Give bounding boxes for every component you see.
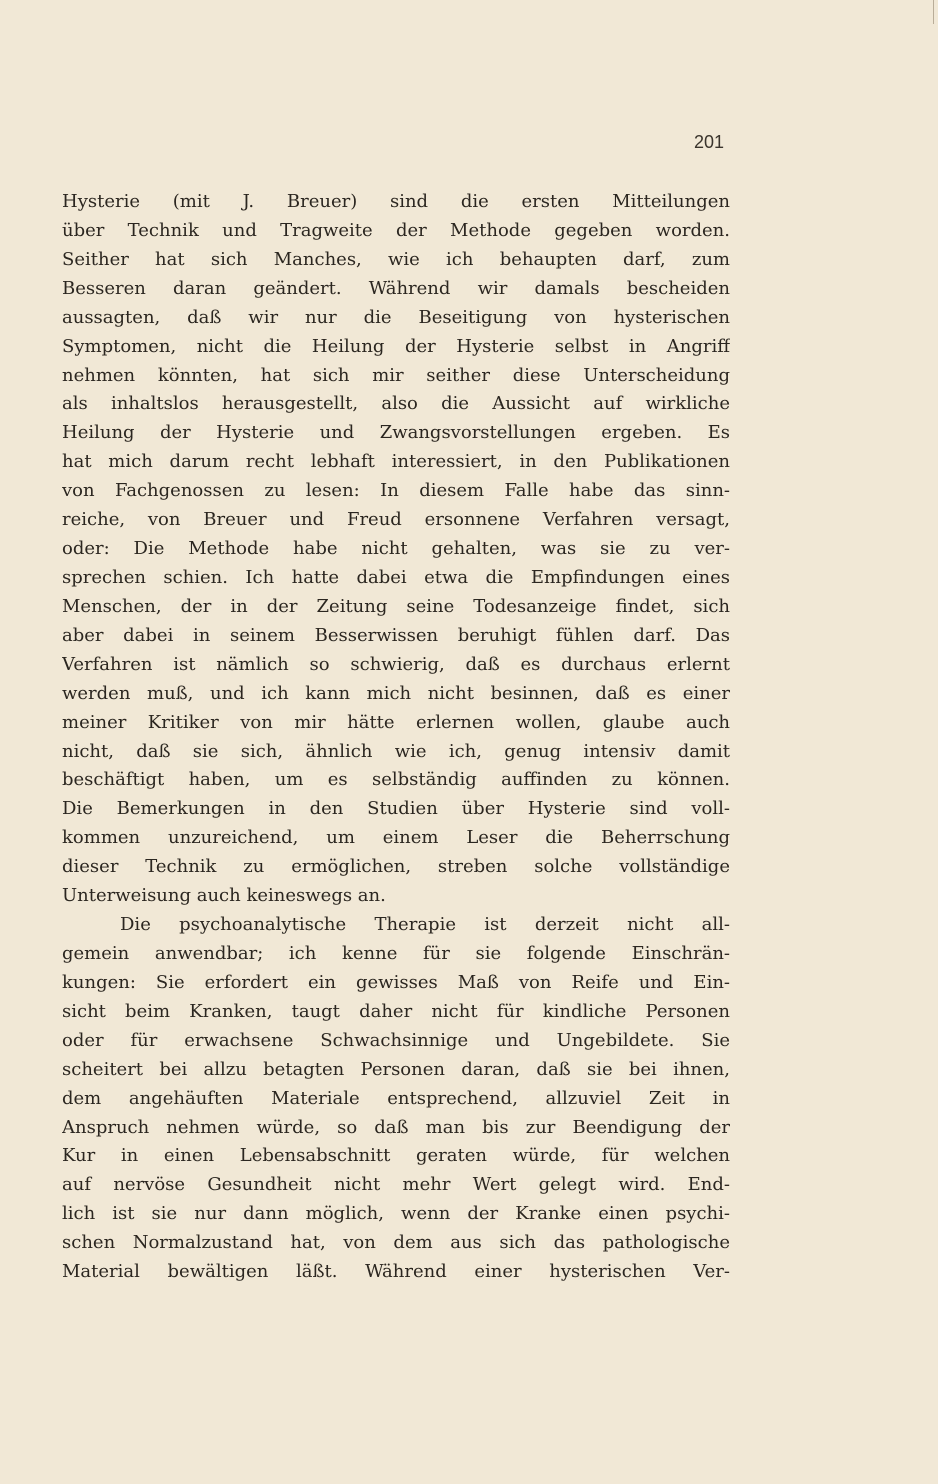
- text-line: werden muß, und ich kann mich nicht besinnen, daß es einer: [62, 682, 730, 704]
- text-line: nicht, daß sie sich, ähnlich wie ich, genug intensiv damit: [62, 740, 730, 762]
- page-edge-mark: [933, 0, 934, 24]
- text-line: oder: Die Methode habe nicht gehalten, was sie zu ver-: [62, 538, 730, 560]
- text-line: meiner Kritiker von mir hätte erlernen wollen, glaube auch: [62, 711, 730, 733]
- text-line: aber dabei in seinem Besserwissen beruhigt fühlen darf. Das: [62, 624, 730, 646]
- text-line: hat mich darum recht lebhaft interessiert, in den Publikationen: [62, 451, 730, 473]
- text-line: Verfahren ist nämlich so schwierig, daß es durchaus erlernt: [62, 653, 730, 675]
- text-line: sicht beim Kranken, taugt daher nicht für kindliche Personen: [62, 1000, 730, 1022]
- text-line: auf nervöse Gesundheit nicht mehr Wert gelegt wird. End-: [62, 1174, 730, 1196]
- text-line: beschäftigt haben, um es selbständig auffinden zu können.: [62, 769, 730, 791]
- text-line: sprechen schien. Ich hatte dabei etwa die Empfindungen eines: [62, 566, 730, 588]
- text-line: kungen: Sie erfordert ein gewisses Maß von Reife und Ein-: [62, 971, 730, 993]
- text-line: dem angehäuften Materiale entsprechend, allzuviel Zeit in: [62, 1087, 730, 1109]
- text-line: lich ist sie nur dann möglich, wenn der Kranke einen psychi-: [62, 1203, 730, 1225]
- text-line: Menschen, der in der Zeitung seine Todesanzeige findet, sich: [62, 595, 730, 617]
- text-line: schen Normalzustand hat, von dem aus sich das pathologische: [62, 1232, 730, 1254]
- text-line: aussagten, daß wir nur die Beseitigung von hysterischen: [62, 306, 730, 328]
- text-line: oder für erwachsene Schwachsinnige und Ungebildete. Sie: [62, 1029, 730, 1051]
- text-line: über Technik und Tragweite der Methode gegeben worden.: [62, 219, 730, 241]
- text-line: Seither hat sich Manches, wie ich behaupten darf, zum: [62, 248, 730, 270]
- text-line: Material bewältigen läßt. Während einer hysterischen Ver-: [62, 1261, 730, 1283]
- text-line: Unterweisung auch keineswegs an.: [62, 885, 386, 907]
- text-line: Besseren daran geändert. Während wir damals bescheiden: [62, 277, 730, 299]
- text-line: Symptomen, nicht die Heilung der Hysterie selbst in Angriff: [62, 335, 730, 357]
- page-number: 201: [693, 132, 724, 152]
- text-line: Die Bemerkungen in den Studien über Hysterie sind voll-: [62, 798, 730, 820]
- text-line: als inhaltslos herausgestellt, also die Aussicht auf wirkliche: [62, 393, 730, 415]
- text-line: Kur in einen Lebensabschnitt geraten würde, für welchen: [62, 1145, 730, 1167]
- text-line: Anspruch nehmen würde, so daß man bis zur Beendigung der: [62, 1116, 730, 1138]
- text-line: nehmen könnten, hat sich mir seither diese Unterscheidung: [62, 364, 730, 386]
- text-line: von Fachgenossen zu lesen: In diesem Falle habe das sinn-: [62, 480, 730, 502]
- text-line: gemein anwendbar; ich kenne für sie folgende Einschrän-: [62, 942, 730, 964]
- text-line: reiche, von Breuer und Freud ersonnene Verfahren versagt,: [62, 509, 730, 531]
- text-line: scheitert bei allzu betagten Personen daran, daß sie bei ihnen,: [62, 1058, 730, 1080]
- text-line: dieser Technik zu ermöglichen, streben solche vollständige: [62, 856, 730, 878]
- body-text: [62, 188, 730, 1287]
- text-line: Die psychoanalytische Therapie ist derzeit nicht all-: [120, 914, 730, 936]
- text-line: kommen unzureichend, um einem Leser die Beherrschung: [62, 827, 730, 849]
- text-line: Heilung der Hysterie und Zwangsvorstellungen ergeben. Es: [62, 422, 730, 444]
- text-line: Hysterie (mit J. Breuer) sind die ersten Mitteilungen: [62, 191, 730, 212]
